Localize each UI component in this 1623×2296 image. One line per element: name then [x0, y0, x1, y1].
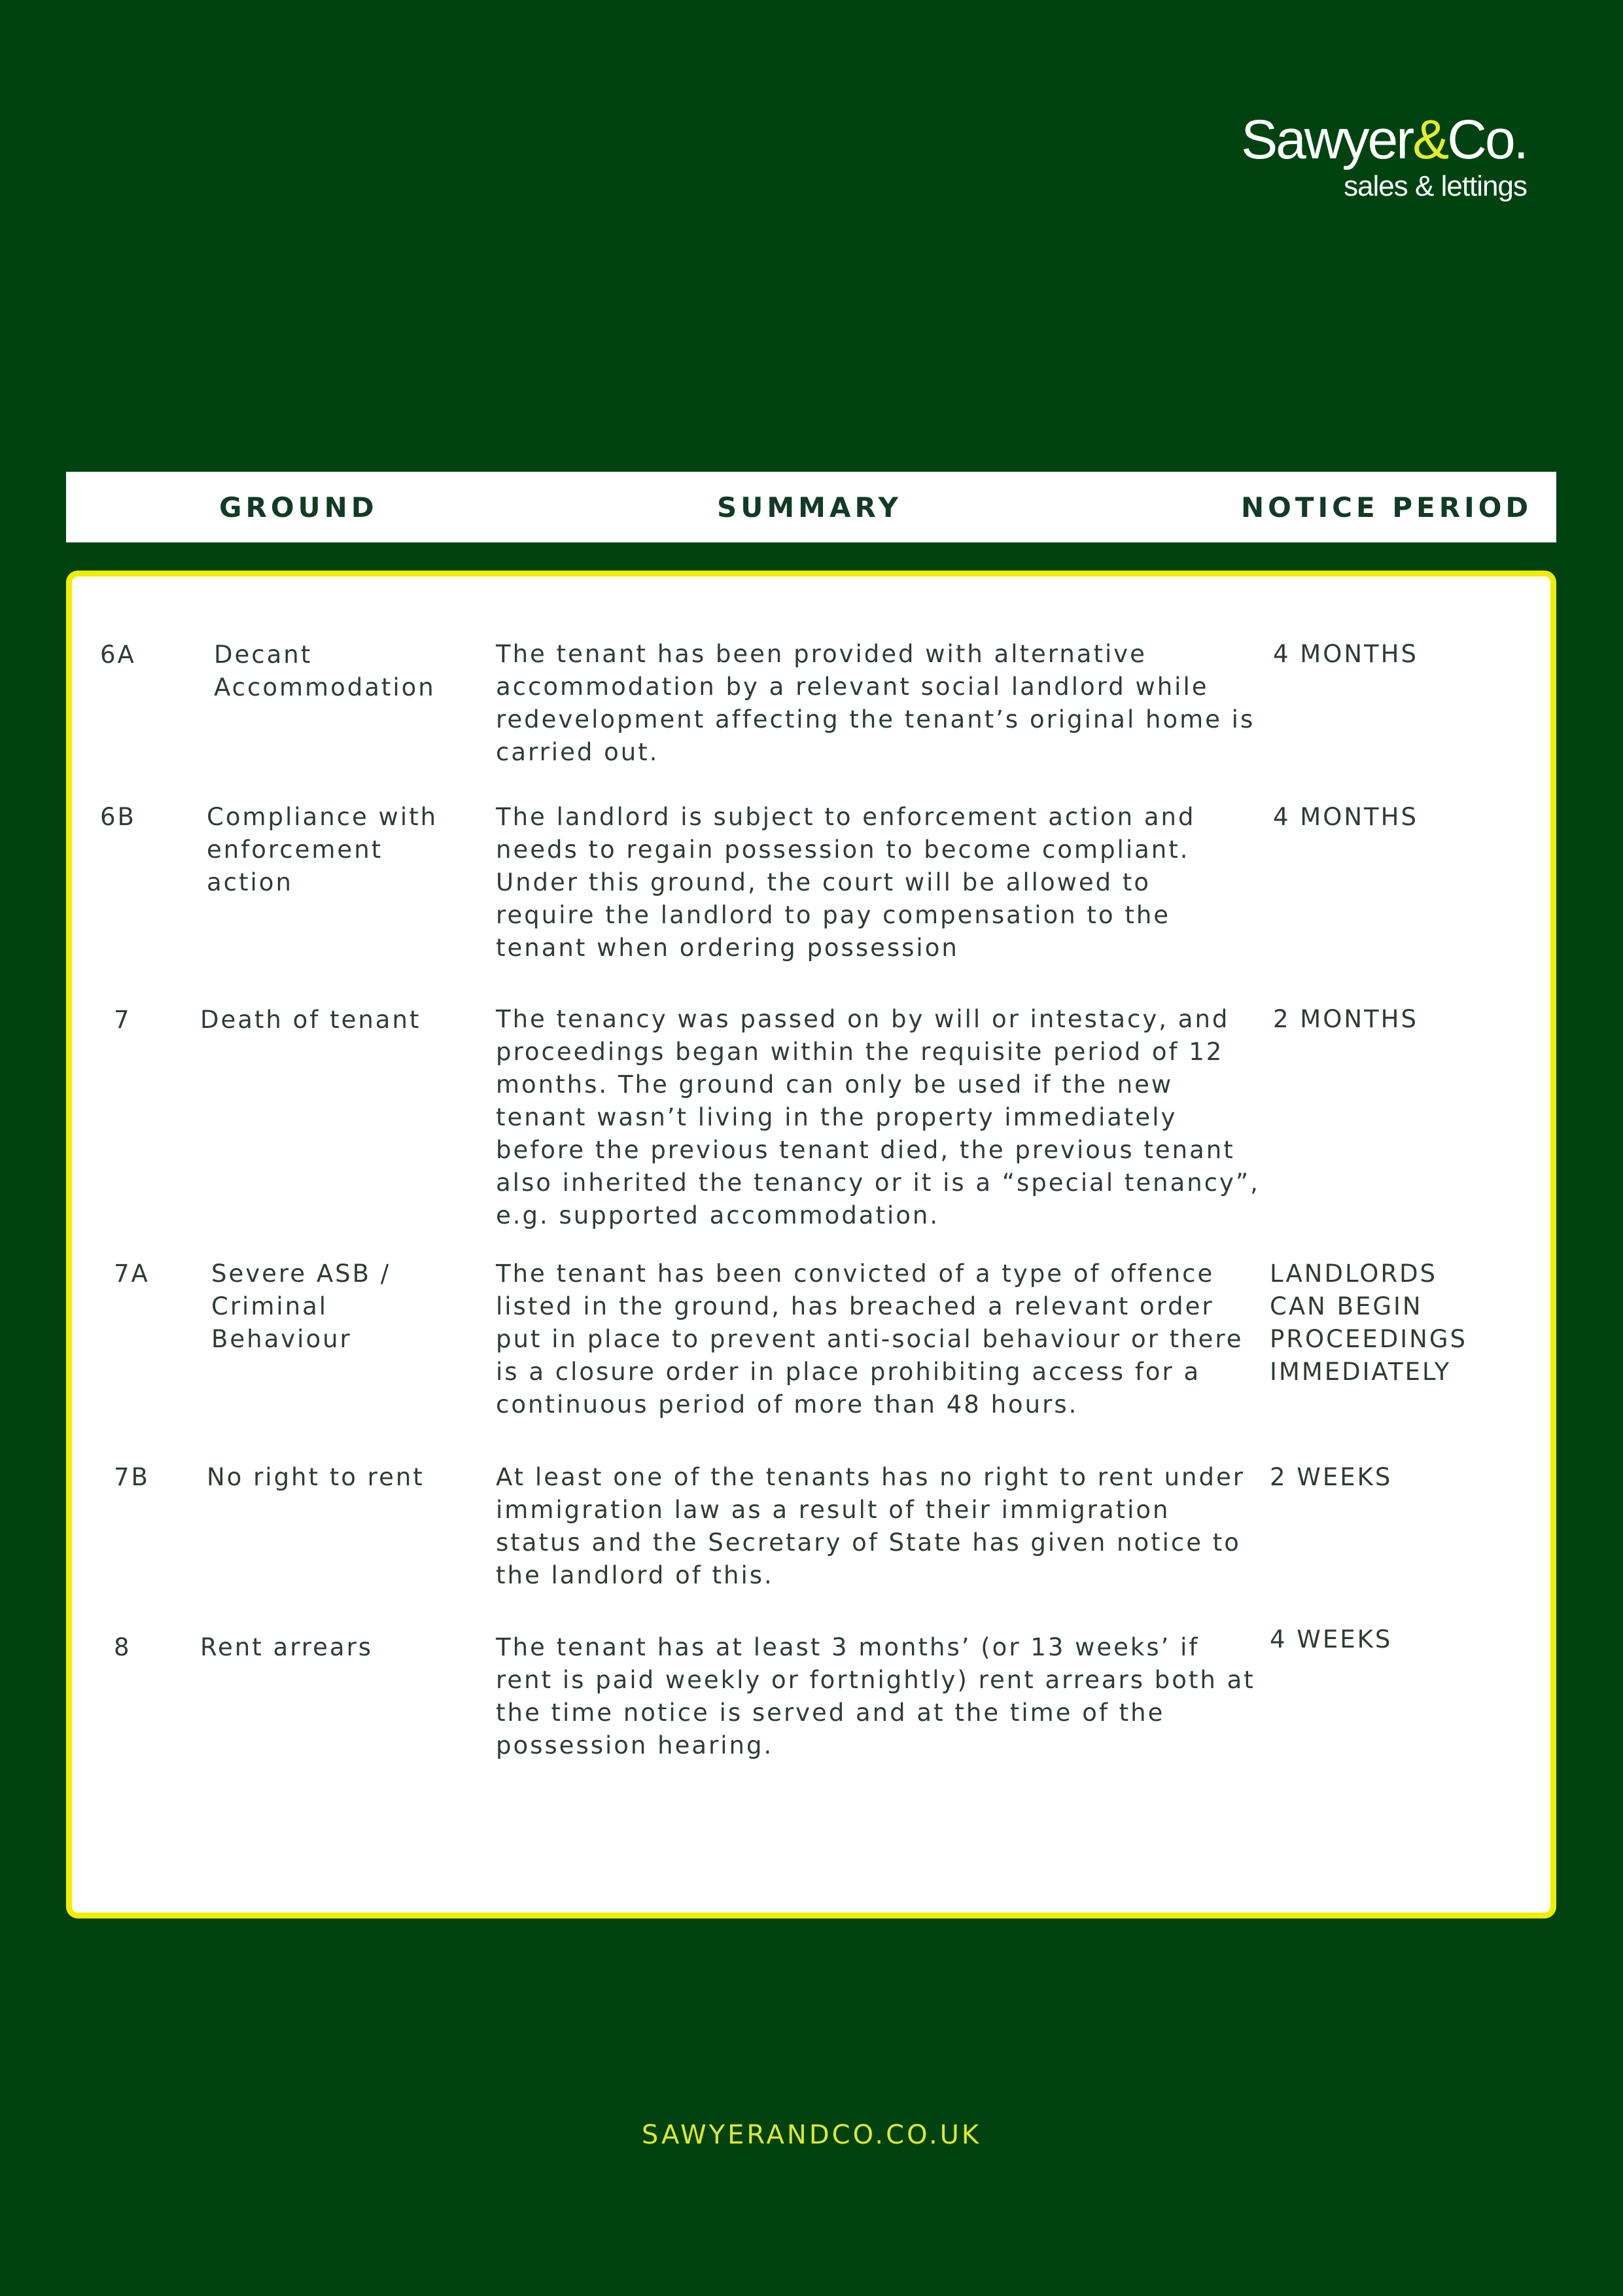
row-summary: The landlord is subject to enforcement action and needs to regain possession to become compliant. Under this ground, the court will be allowed to require the landlord to pay compensation to the tenant when ordering possession: [496, 803, 1196, 962]
footer-website-link[interactable]: SAWYERANDCO.CO.UK: [641, 2120, 982, 2150]
row-number: 7A: [114, 1260, 150, 1288]
header-notice-period: NOTICE PERIOD: [1241, 491, 1533, 523]
row-notice-period: 4 MONTHS: [1273, 803, 1418, 831]
row-notice-period: LANDLORDS CAN BEGIN PROCEEDINGS IMMEDIATELY: [1270, 1260, 1467, 1386]
row-notice-period: 2 MONTHS: [1273, 1005, 1418, 1033]
row-summary: The tenant has been provided with alternative accommodation by a relevant social landlord while redevelopment affecting the tenant’s original home is carried out.: [496, 640, 1255, 766]
logo-wordmark: Sawyer&Co.: [1241, 109, 1527, 170]
row-notice-period: 2 WEEKS: [1270, 1463, 1393, 1491]
row-number: 6B: [100, 803, 136, 831]
row-ground: Severe ASB / Criminal Behaviour: [211, 1260, 391, 1353]
row-summary: The tenant has at least 3 months’ (or 13 weeks’ if rent is paid weekly or fortnightly) rent arrears both at the time notice is served and at the time of the possession hearing.: [496, 1633, 1255, 1759]
brand-logo: [1241, 108, 1527, 202]
row-ground: Compliance with enforcement action: [207, 803, 438, 896]
row-notice-period: 4 MONTHS: [1273, 640, 1418, 668]
row-number: 7B: [114, 1463, 150, 1491]
logo-tagline: sales & lettings: [1344, 170, 1527, 202]
header-summary: SUMMARY: [717, 491, 902, 523]
logo-ampersand: &: [1412, 109, 1448, 170]
row-ground: Rent arrears: [200, 1633, 374, 1661]
row-summary: The tenancy was passed on by will or intestacy, and proceedings began within the requisite period of 12 months. The ground can only be used if the new tenant wasn’t living in the property immediately before the previous tenant died, the previous tenant also inherited the tenancy or it is a “special tenancy”, e.g. supported accommodation.: [496, 1005, 1260, 1229]
table-header: [66, 472, 1556, 542]
row-number: 6A: [100, 641, 136, 669]
row-summary: At least one of the tenants has no right to rent under immigration law as a result of their immigration status and the Secretary of State has given notice to the landlord of this.: [496, 1463, 1245, 1589]
row-number: 8: [114, 1633, 131, 1661]
row-summary: The tenant has been convicted of a type of offence listed in the ground, has breached a relevant order put in place to prevent anti-social behaviour or there is a closure order in place prohibiting access for a continuous period of more than 48 hours.: [496, 1260, 1244, 1419]
header-ground: GROUND: [219, 491, 378, 523]
row-notice-period: 4 WEEKS: [1270, 1625, 1393, 1653]
row-number: 7: [114, 1006, 131, 1034]
row-ground: No right to rent: [207, 1463, 425, 1491]
row-ground: Death of tenant: [200, 1006, 421, 1034]
row-ground: Decant Accommodation: [214, 641, 436, 701]
grounds-table: [66, 571, 1556, 1918]
